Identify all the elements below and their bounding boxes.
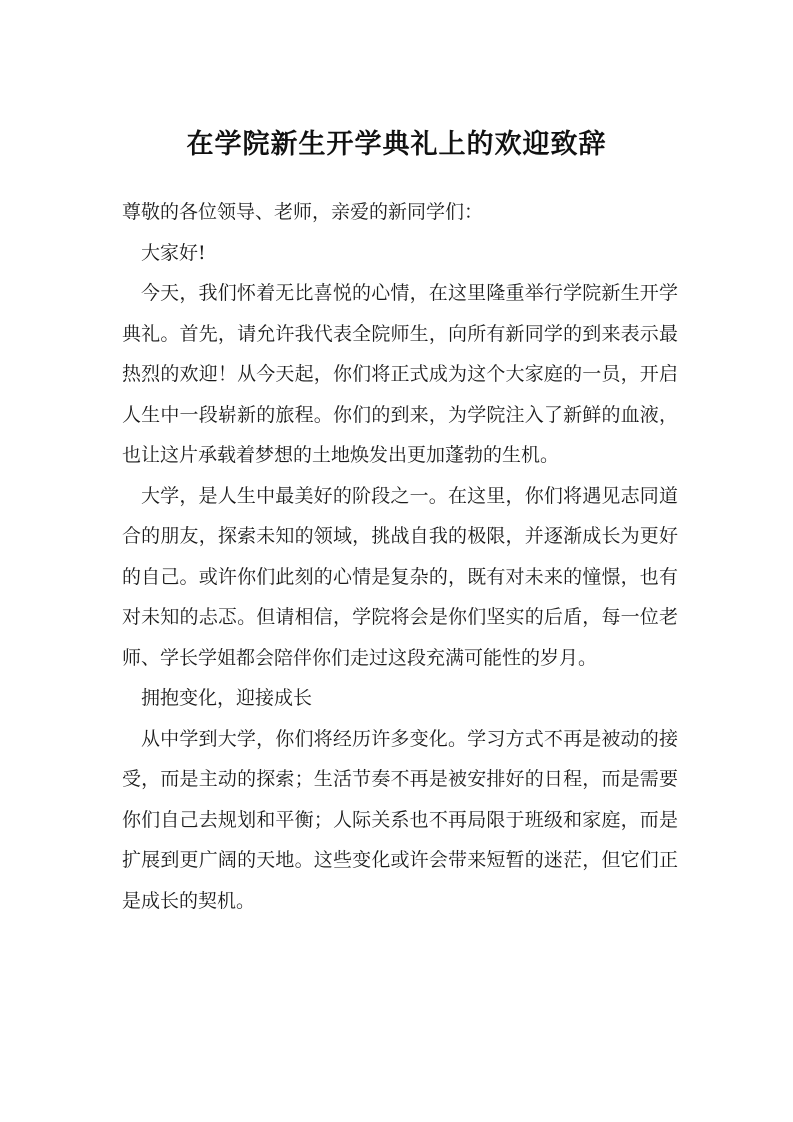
section-heading: 拥抱变化，迎接成长 xyxy=(141,687,313,709)
paragraph-changes: 从中学到大学，你们将经历许多变化。学习方式不再是被动的接受，而是主动的探索；生活节奏不再是被安排好的日程，而是需要你们自己去规划和平衡；人际关系也不再局限于班级和家庭，而是扩展到更广阔的天地。这些变化或许会带来短暂的迷茫，但它们正是成长的契机。 xyxy=(122,727,678,912)
document-body xyxy=(122,192,678,921)
paragraph-university: 大学，是人生中最美好的阶段之一。在这里，你们将遇见志同道合的朋友，探索未知的领域，挑战自我的极限，并逐渐成长为更好的自己。或许你们此刻的心情是复杂的，既有对未来的憧憬，也有对未知的忐忑。但请相信，学院将会是你们坚实的后盾，每一位老师、学长学姐都会陪伴你们走过这段充满可能性的岁月。 xyxy=(122,484,678,669)
greeting: 大家好! xyxy=(141,241,206,264)
document-title: 在学院新生开学典礼上的欢迎致辞 xyxy=(186,129,607,160)
salutation: 尊敬的各位领导、老师，亲爱的新同学们： xyxy=(122,201,484,223)
paragraph-welcome: 今天，我们怀着无比喜悦的心情，在这里隆重举行学院新生开学典礼。首先，请允许我代表全院师生，向所有新同学的到来表示最热烈的欢迎！从今天起，你们将正式成为这个大家庭的一员，开启人生中一段崭新的旅程。你们的到来，为学院注入了新鲜的血液，也让这片承载着梦想的土地焕发出更加蓬勃的生机。 xyxy=(122,282,678,466)
